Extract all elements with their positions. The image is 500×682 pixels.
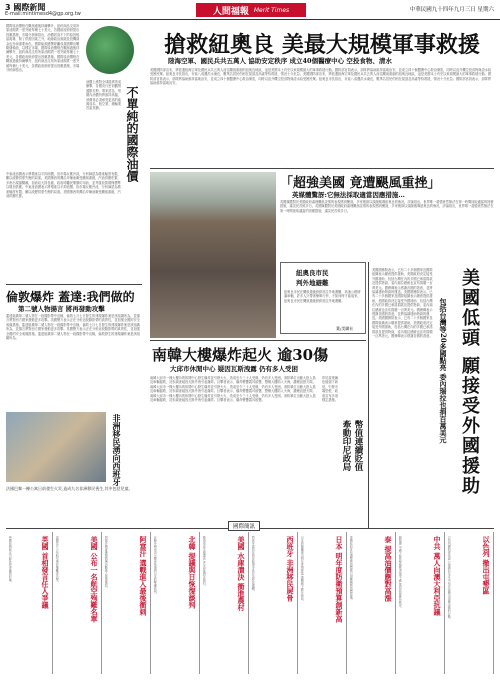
second-headline: 「超強美國 竟遭颶風重挫」 — [280, 176, 441, 191]
brief-body: 泰國政府宣布調整燃油價格以因應國際油價高漲。 — [349, 536, 354, 602]
main-headline: 搶救紐奧良 美最大規模軍事救援 — [164, 32, 480, 58]
indonesia-line-2: 牽動印尼政局 — [341, 420, 351, 471]
brief-item — [298, 532, 347, 674]
immigrants-caption: 法國巴黎一棟公寓日前發生火災,造成九名非洲移民喪生,其中包括兒童。 — [6, 486, 133, 491]
email-address[interactable]: E-mail:mintimesd4@gp.org.tw — [5, 11, 81, 17]
divider — [150, 168, 494, 169]
masthead-cn: 人間福報 — [212, 6, 249, 17]
london-bombing-headline: 倫敦爆炸 蓋達:我們做的 — [6, 290, 135, 304]
divider — [6, 284, 142, 285]
brief-item — [102, 532, 151, 674]
brief-body: 日本防衛廳提出明年度預算案,總額創下歷年新高。 — [300, 536, 305, 603]
brief-body: 阿富汗國會選舉競選活動進入最後階段。 — [104, 536, 109, 590]
immigrants-photo — [6, 412, 106, 482]
brief-item — [200, 532, 249, 674]
sidebar-title-2: 判外地避難 — [296, 279, 329, 287]
oil-price-vertical-headline: 不單純的國際油價 — [125, 86, 139, 182]
left-column-text-top: 國際原油價格在颶風過後持續攀升，紐約商品交易所原油期貨一度突破每桶七十美元，各國政府紛紛提出因應措施，市場分析師指出，油價居高不下的原因相當複雜，除了供需因素之外，地緣政治風險及投機資金也扮演重要角色。國際能源總署呼籲成員國釋出戰略儲備油，以穩定市場，國際原油價格在颶風過後持續攀升，紐約商品交易所原油期貨一度突破每桶七十美元，各國政府紛紛提出因應措施。國際原油價格在颶風過後持續攀升，紐約商品交易所原油期貨一度突破每桶七十美元，各國政府紛紛提出因應措施，市場分析師指出。 — [6, 24, 80, 73]
korea-headline: 南韓大樓爆炸起火 逾30傷 — [152, 346, 329, 364]
brief-body: 北韓外務省表示願意恢復與日本的雙邊談判。 — [153, 536, 158, 596]
sidebar-text: 紐奧良市民在颶風過後紛紛逃往外地避難，高速公路擠滿車輛，許多人只帶著簡單行李，不知何時才能返家。紐奧良市民在颶風過後紛紛逃往外地避難。 — [284, 290, 361, 303]
brief-item — [396, 532, 445, 674]
brief-body: 以色列國防部長說,以軍將於本月中旬完成撤出加薩走廊的行動。 — [447, 536, 452, 621]
globe-illustration — [86, 26, 134, 74]
left-column-text-lower: 中東產油國表示將增產以平抑油價，但市場反應冷淡，分析師認為增產幅度有限，難以改變供需失衡的局面。美國墨西哥灣沿岸煉油廠受颶風重創，汽油供應吃緊，多州出現搶購潮，加油站大排長龍，政府呼籲民眾節約用油，並考慮放寬環保標準以增加供應。中東產油國表示將增產以平抑油價，但市場反應冷淡，分析師認為增產幅度有限，難以改變供需失衡的局面。美國墨西哥灣沿岸煉油廠受颶風重創，汽油供應吃緊。 — [6, 172, 121, 199]
brief-item — [6, 532, 53, 674]
brief-item — [347, 532, 396, 674]
issue-date: 中華民國九十四年九月三日 星期六 — [409, 7, 494, 13]
korea-story-text: 南韓大邱市一棟大樓內的休閒中心發生爆炸並引發大火，造成至少三十人受傷，仍有多人受困。消防單位出動大批人員及車輛搶救，初步調查疑因瓦斯外洩引起爆炸。目擊者表示，爆炸聲響震耳欲聾，整棟大樓陷入火海，濃煙直竄天際。南韓大邱市一棟大樓內的休閒中心發生爆炸並引發大火，造成至少三十人受傷，仍有多人受困。消防單位出動大批人員及車輛搶救，初步調查疑因瓦斯外洩引起爆炸。目擊者表示，爆炸聲響震耳欲聾，整棟大樓陷入火海，濃煙直竄天際。南韓大邱市一棟大樓內的休閒中心發生爆炸並引發大火，造成至少三十人受傷，仍有多人受困。消防單位出動大批人員及車輛搶救，初步調查疑因瓦斯外洩引起爆炸。目擊者表示，爆炸聲響震耳欲聾。 — [150, 376, 316, 403]
crowd-photo — [150, 172, 276, 338]
brief-headline: 西班牙 非洲移民屍骨 — [286, 536, 295, 602]
london-bombing-text: 蓋達組織第二號人物在一段錄影帶中宣稱，倫敦七月七日發生的連環爆炸案是該組織所為，並揚言將對西方國家發動更多攻擊。英國警方表示正在分析這段錄影帶的真實性，並加強全國的安全戒備措施。蓋達組織第二號人物在一段錄影帶中宣稱，倫敦七月七日發生的連環爆炸案是該組織所為，並揚言將對西方國家發動更多攻擊。英國警方表示正在分析這段錄影帶的真實性，並加強全國的安全戒備措施。蓋達組織第二號人物在一段錄影帶中宣稱，倫敦發生的連環爆炸案是該組織所為。 — [6, 314, 140, 341]
main-story-text: 美國國防部宣布，將派遣陸海空軍及國民兵共五萬人前往颶風重創的紐奧良地區，這是美國本土有史以來規模最大的軍事救援行動。國防部官員表示，部隊將協助維持當地治安，並成立四十個醫療中心救治傷患，同時以直升機空投食物與清水給受困民眾。紐奧良市長指出，市區八成遭洪水淹沒，數萬名居民仍困在屋頂及高處等待救援，情況十分危急。美國國防部宣布，將派遣陸海空軍及國民兵共五萬人前往颶風重創的紐奧良地區，這是美國本土有史以來規模最大的軍事救援行動。國防部官員表示，部隊將協助維持當地治安，並成立四十個醫療中心救治傷患，同時以直升機空投食物與清水給受困民眾。紐奧良市長指出，市區八成遭洪水淹沒，數萬名居民仍困在屋頂及高處等待救援，情況十分危急。國防部官員表示，部隊將協助維持當地治安。 — [150, 68, 492, 86]
divider — [368, 262, 369, 528]
brief-body: 據報導,中國大陸民眾聚集表達不滿,當局派員維持秩序。 — [398, 536, 403, 610]
brief-item — [53, 532, 102, 674]
london-bombing-subheadline: 第二號人物揚言 將再發動攻擊 — [18, 305, 105, 313]
masthead-en: Merit Times — [253, 6, 290, 14]
page-number: 3 國際新聞 — [5, 3, 46, 12]
bottom-section-label: 國際簡訊 — [228, 521, 260, 531]
brief-headline: 美國 公布一名航空殉難名單 — [90, 536, 99, 623]
brief-headline: 日本 明年度防衛預算創新高 — [335, 536, 344, 623]
divider — [150, 340, 366, 341]
brief-headline: 泰 提高油價應對高漲 — [384, 536, 393, 602]
brief-item — [151, 532, 200, 674]
right-story-text: 美國國務院表示，已有二十多個國家及國際組織表示願意提供援助，美國政府決定接受外國援助，包括台灣在內的多國已承諾捐款及提供物資，委內瑞拉總統也宣布捐贈一百萬美元。國務卿表示感謝各國的善意，並將協調援助物資的運送。美國國務院表示，已有二十多個國家及國際組織表示願意提供援助，美國政府決定接受外國援助，包括台灣在內的多國已承諾捐款及提供物資，委內瑞拉總統也宣布捐贈一百萬美元。國務卿表示感謝各國的善意，並將協調援助物資的運送。美國國務院表示，已有二十多個國家及國際組織表示願意提供援助，美國政府決定接受外國援助，包括台灣在內的多國已承諾捐款及提供物資，委內瑞拉總統也宣布捐贈一百萬美元。國務卿表示感謝各國的善意。 — [372, 268, 433, 339]
brief-body: 暴雨造成水庫潰決,洪水沖進附近農村。 — [202, 536, 207, 588]
brief-item — [249, 532, 298, 674]
korea-subheadline: 大邱市休閒中心 疑因瓦斯洩露 仍有多人受困 — [170, 365, 299, 373]
immigrants-vertical-headline: 非洲移民湧向西班牙 — [112, 414, 122, 486]
brief-headline: 以色列 撤出屯墾區 — [482, 536, 491, 595]
sidebar-byline: 葉/美聯社 — [336, 326, 354, 331]
brief-body: 英國首相發言引發各界爭議與討論。 — [8, 536, 13, 584]
indonesia-text: 印尼盾連續貶值創下新低，引發市場恐慌，政府宣布多項穩定措施。 — [322, 376, 338, 403]
brief-item — [445, 532, 494, 674]
brief-headline: 北韓 提議與日恢復談判 — [188, 536, 197, 609]
brief-headline: 美國 水庫潰決 衝進農村 — [237, 536, 246, 611]
brief-headline: 中共 萬人向澳大利亞抗議 — [433, 536, 442, 616]
brief-headline: 英國 首相發言任人爭議 — [41, 536, 50, 609]
main-subheadline: 陸海空軍、國民兵共五萬人 協助安定秩序 成立40個醫療中心 空投食物、清水 — [168, 57, 392, 65]
second-story-text: 英國媒體對於美國政府處理颶風災情的表現感到驚訝，多家報紙以頭版報導紐奧良的慘況，評論指出，世界唯一超強竟然無法在第一時間採取適當的因應措施，讓災民苦候多日。英國媒體對於美國政府處理颶風災情的表現感到驚訝，多家報紙以頭版報導紐奧良的慘況，評論指出，世界唯一超強竟然無法在第一時間採取適當的因應措施，讓災民苦候多日。 — [280, 200, 494, 213]
brief-body: 美國官方公布航空事故罹難者名單。 — [55, 536, 60, 584]
left-column-text-mid: 油價上漲對全球經濟造成衝擊，各國央行密切觀察通膨走勢，專家認為，短期內油價仍將維持高檔，消費者必須承受更高的能源成本，航空業、運輸業首當其衝。 — [86, 80, 122, 111]
right-headline: 美國低頭 願接受外國援助 — [459, 268, 480, 497]
second-subheadline: 英媒體驚訝:它無法採取適當因應措施… — [292, 191, 405, 199]
right-subheadline: 包括台灣等20多國點亮 委內瑞拉也捐百萬美元 — [439, 298, 448, 444]
masthead-logo — [196, 3, 306, 17]
brief-body: 西班牙當局在海岸發現多具非法移民遺體。 — [251, 536, 256, 593]
brief-headline: 阿富汗 選戰進入最後衝刺 — [139, 536, 148, 616]
sidebar-title-1: 紐奧良市民 — [296, 269, 329, 277]
indonesia-line-1: 幣值連續貶值 — [353, 420, 363, 471]
